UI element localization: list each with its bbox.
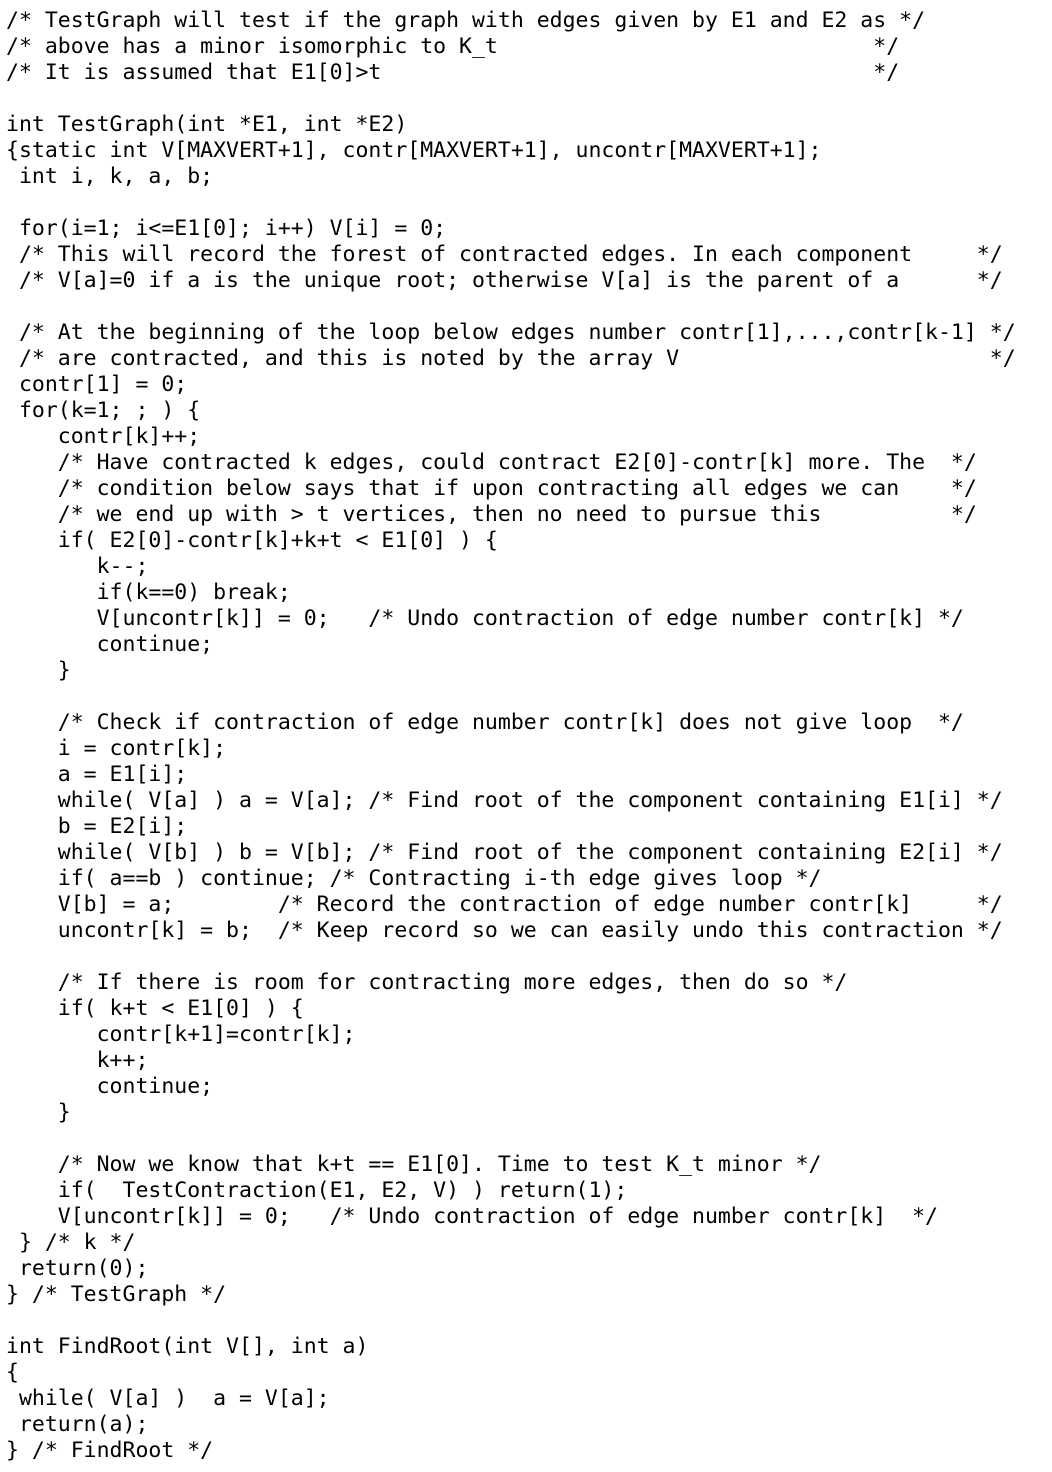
code-line: contr[k]++; [6,424,201,449]
code-line: return(0); [6,1256,149,1281]
code-line: {static int V[MAXVERT+1], contr[MAXVERT+1], uncontr[MAXVERT+1]; [6,138,822,163]
code-line: V[uncontr[k]] = 0; /* Undo contraction of edge number contr[k] */ [6,606,964,631]
code-line: continue; [6,1074,214,1099]
code-line [6,684,1016,710]
code-line [6,86,1016,112]
code-line: k--; [6,554,149,579]
code-line: continue; [6,632,214,657]
code-line: /* It is assumed that E1[0]>t */ [6,60,900,85]
code-line: /* Now we know that k+t == E1[0]. Time to test K_t minor */ [6,1152,822,1177]
code-line: /* Have contracted k edges, could contract E2[0]-contr[k] more. The */ [6,450,977,475]
code-line: while( V[a] ) a = V[a]; /* Find root of the component containing E1[i] */ [6,788,1003,813]
code-line: /* we end up with > t vertices, then no need to pursue this */ [6,502,977,527]
code-line: V[b] = a; /* Record the contraction of edge number contr[k] */ [6,892,1003,917]
code-line: /* are contracted, and this is noted by the array V */ [6,346,1016,371]
code-line: a = E1[i]; [6,762,188,787]
code-line: k++; [6,1048,149,1073]
code-line: uncontr[k] = b; /* Keep record so we can easily undo this contraction */ [6,918,1003,943]
code-line [6,1308,1016,1334]
code-line: /* This will record the forest of contracted edges. In each component */ [6,242,1003,267]
code-line: int FindRoot(int V[], int a) [6,1334,369,1359]
code-line: V[uncontr[k]] = 0; /* Undo contraction of edge number contr[k] */ [6,1204,938,1229]
code-line [6,294,1016,320]
code-line: int i, k, a, b; [6,164,214,189]
code-line: } /* k */ [6,1230,136,1255]
code-line: i = contr[k]; [6,736,227,761]
code-line: contr[k+1]=contr[k]; [6,1022,356,1047]
code-line: return(a); [6,1412,149,1437]
code-line: { [6,1360,19,1385]
code-listing [6,8,1016,1464]
code-line: if( E2[0]-contr[k]+k+t < E1[0] ) { [6,528,498,553]
code-line: if( a==b ) continue; /* Contracting i-th edge gives loop */ [6,866,822,891]
code-line [6,1126,1016,1152]
code-line: /* condition below says that if upon contracting all edges we can */ [6,476,977,501]
code-line: if( TestContraction(E1, E2, V) ) return(1); [6,1178,628,1203]
code-line: /* At the beginning of the loop below edges number contr[1],...,contr[k-1] */ [6,320,1016,345]
code-line [6,944,1016,970]
code-line: b = E2[i]; [6,814,188,839]
code-line: while( V[a] ) a = V[a]; [6,1386,330,1411]
code-line: if(k==0) break; [6,580,291,605]
code-line: /* TestGraph will test if the graph with edges given by E1 and E2 as */ [6,8,926,33]
code-line: } /* FindRoot */ [6,1438,214,1463]
code-line: } [6,658,71,683]
code-line: } /* TestGraph */ [6,1282,227,1307]
code-line: for(i=1; i<=E1[0]; i++) V[i] = 0; [6,216,447,241]
code-line: while( V[b] ) b = V[b]; /* Find root of the component containing E2[i] */ [6,840,1003,865]
code-line: /* Check if contraction of edge number contr[k] does not give loop */ [6,710,964,735]
code-line: for(k=1; ; ) { [6,398,201,423]
code-line: contr[1] = 0; [6,372,188,397]
code-line: int TestGraph(int *E1, int *E2) [6,112,408,137]
code-line: } [6,1100,71,1125]
code-line: if( k+t < E1[0] ) { [6,996,304,1021]
code-line [6,190,1016,216]
code-line: /* If there is room for contracting more edges, then do so */ [6,970,848,995]
code-line: /* above has a minor isomorphic to K_t */ [6,34,900,59]
code-line: /* V[a]=0 if a is the unique root; otherwise V[a] is the parent of a */ [6,268,1003,293]
